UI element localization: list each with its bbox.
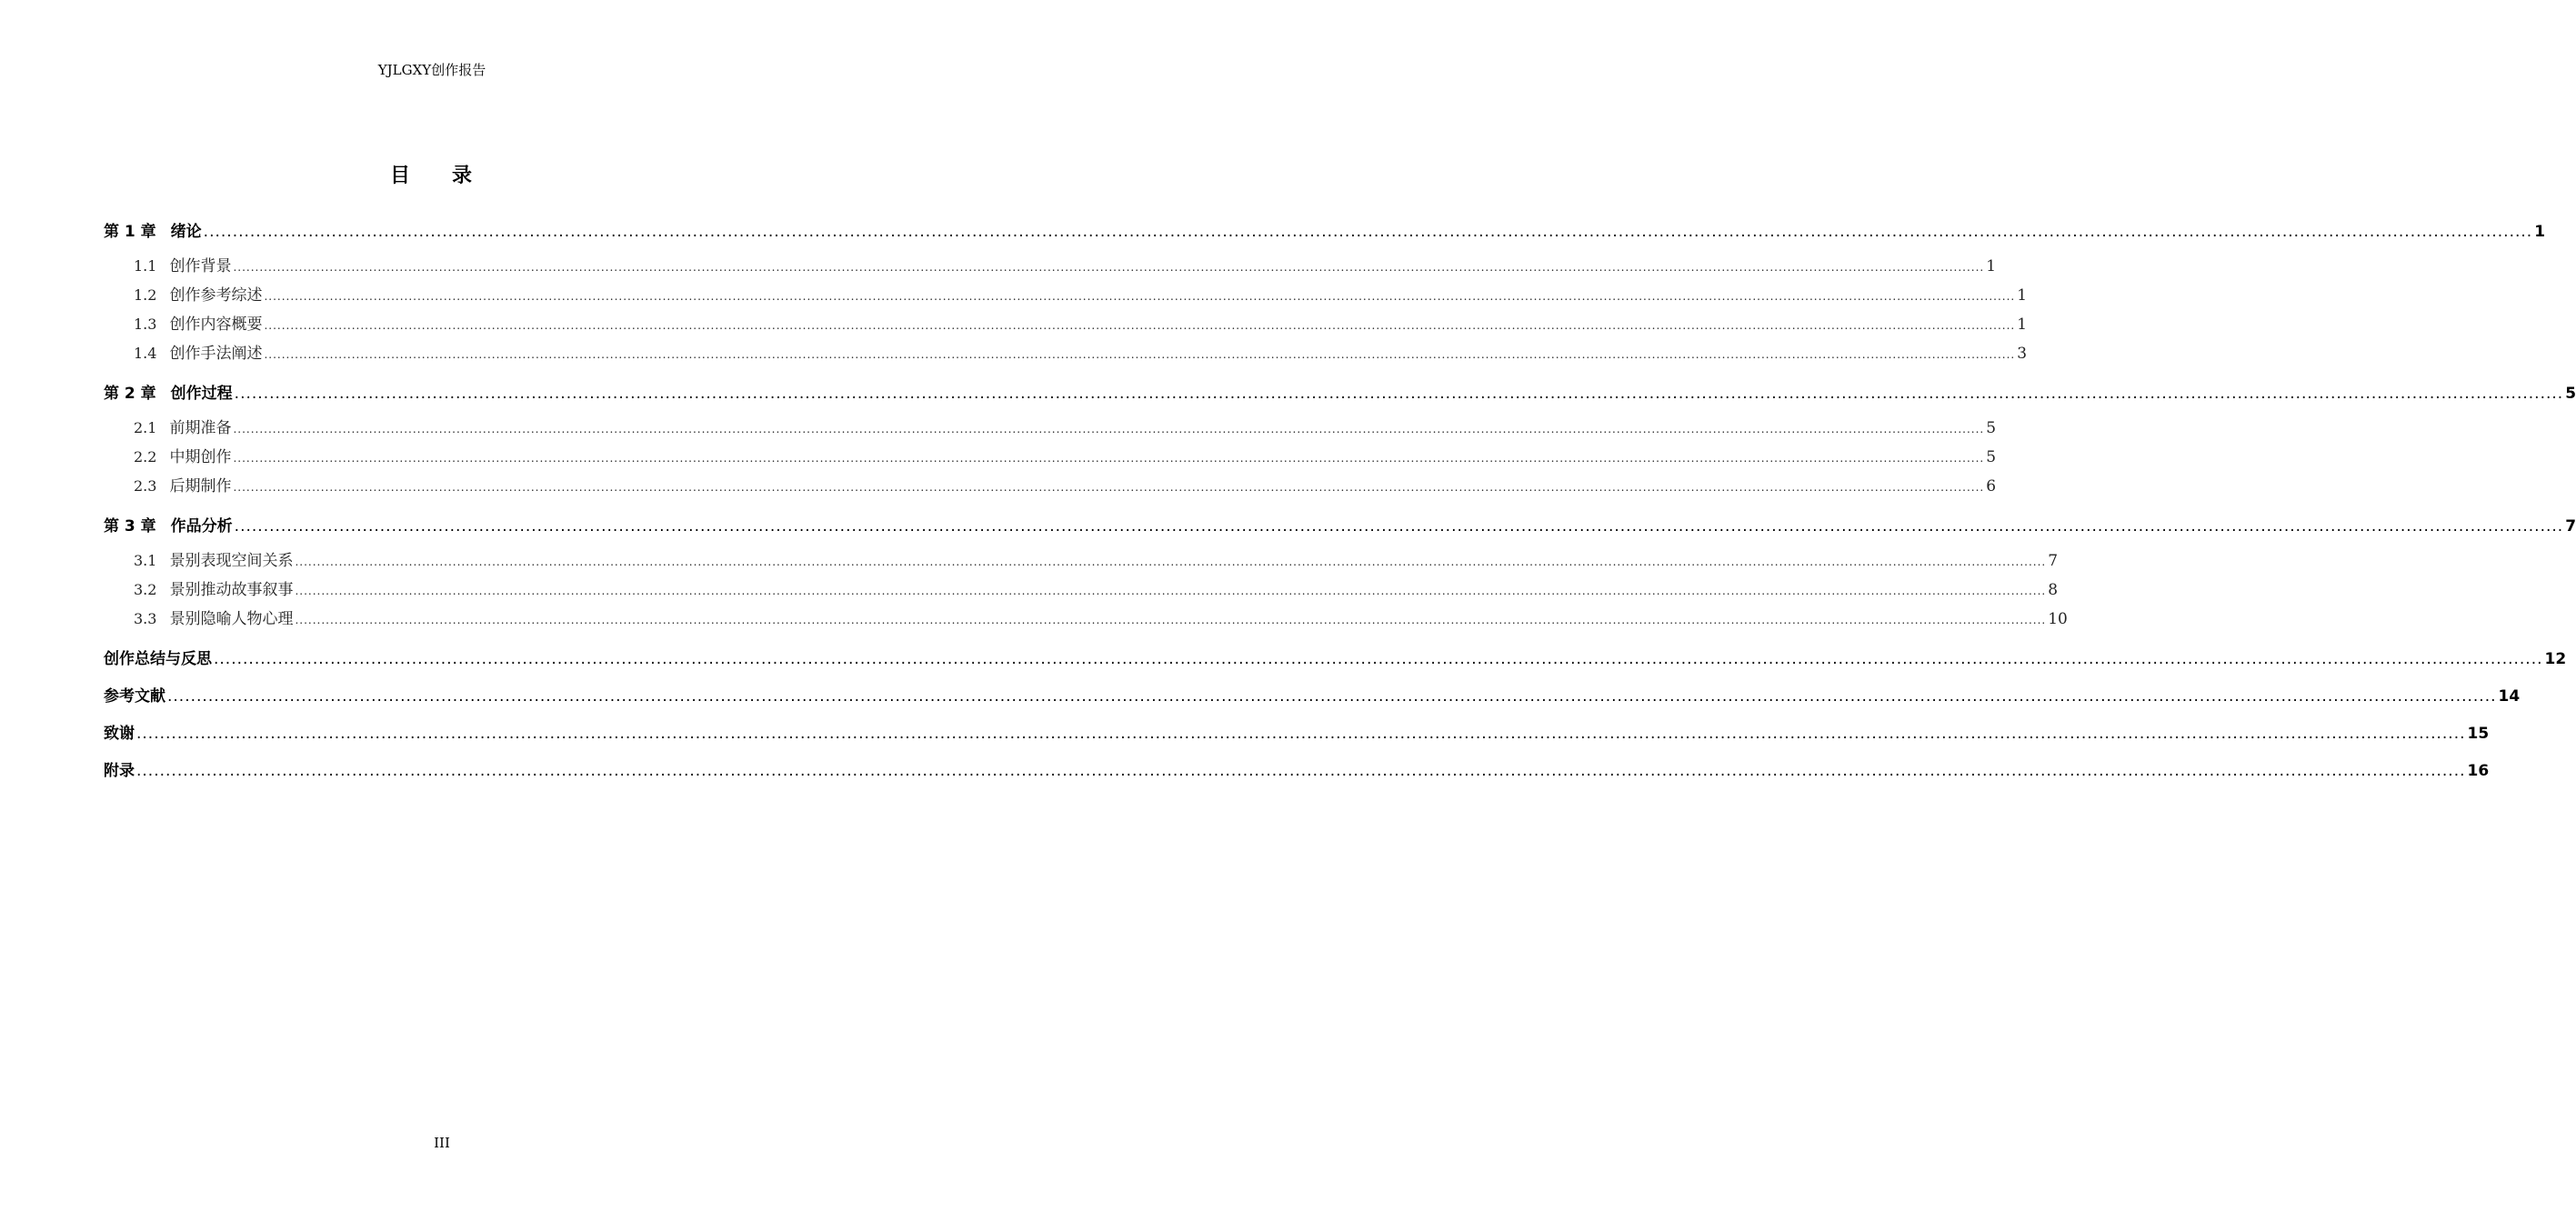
toc-entry-page: 1 <box>2534 223 2546 241</box>
toc-entry-label: 创作过程 <box>170 385 233 403</box>
toc-section-entry[interactable] <box>104 546 2059 576</box>
toc-entry-number: 1.3 <box>134 316 157 333</box>
toc-entry-label: 创作参考综述 <box>169 286 263 305</box>
toc-dot-leader: ................................................................................................................................................................................................................................................................................................................................................................................................................ <box>295 614 2047 626</box>
toc-entry-page: 1 <box>1986 257 1997 275</box>
toc-entry-label: 中期创作 <box>169 448 232 466</box>
page-number: III <box>434 1135 450 1151</box>
toc-dot-leader: ................................................................................................................................................................................................................................................................................................................................................................................................................ <box>295 556 2047 568</box>
toc-section-entry[interactable] <box>104 443 1997 472</box>
toc-entry-label: 绪论 <box>170 223 202 241</box>
toc-entry-number: 3.3 <box>134 610 157 627</box>
toc-entry-label: 附录 <box>104 762 135 780</box>
toc-entry-label: 后期制作 <box>169 477 232 496</box>
page-header: YJLGXY创作报告 <box>377 62 486 78</box>
toc-entry-page: 16 <box>2467 762 2490 780</box>
toc-entry-number: 1.2 <box>134 286 157 304</box>
toc-entry-label: 参考文献 <box>104 687 165 706</box>
toc-entry-number: 2.2 <box>134 448 157 466</box>
toc-entry-number: 3.2 <box>134 581 157 598</box>
toc-entry-label: 致谢 <box>104 725 135 743</box>
toc-entry-page: 1 <box>2017 316 2028 334</box>
toc-dot-leader: ................................................................................................................................................................................................................................................................................................................................................................................................................ <box>234 517 2564 536</box>
toc-entry-label: 创作内容概要 <box>169 316 263 334</box>
toc-entry-page: 3 <box>2017 345 2028 363</box>
toc-entry-label: 创作背景 <box>169 257 232 275</box>
toc-entry-number: 2.1 <box>134 419 157 436</box>
toc-chapter-entry[interactable] <box>104 716 2490 754</box>
toc-entry-label: 景别推动故事叙事 <box>169 581 294 599</box>
toc-title <box>0 160 864 188</box>
toc-dot-leader: ................................................................................................................................................................................................................................................................................................................................................................................................................ <box>233 261 1985 274</box>
toc-entry-page: 7 <box>2048 552 2059 570</box>
toc-entry-number: 第 1 章 <box>104 223 156 241</box>
toc-chapter-entry[interactable] <box>104 509 2576 546</box>
toc-entry-page: 10 <box>2048 610 2068 628</box>
toc-dot-leader: ................................................................................................................................................................................................................................................................................................................................................................................................................ <box>233 452 1985 465</box>
toc-section-entry[interactable] <box>104 472 1997 501</box>
toc-entry-label: 创作总结与反思 <box>104 650 212 668</box>
toc-dot-leader: ................................................................................................................................................................................................................................................................................................................................................................................................................ <box>214 650 2543 668</box>
toc-title-right: 录 <box>452 165 475 187</box>
toc-entry-label: 创作手法阐述 <box>169 345 263 363</box>
toc-entry-page: 5 <box>1986 419 1997 437</box>
toc-dot-leader: ................................................................................................................................................................................................................................................................................................................................................................................................................ <box>167 687 2497 706</box>
toc-section-entry[interactable] <box>104 414 1997 443</box>
toc-entry-number: 第 3 章 <box>104 517 156 536</box>
toc-dot-leader: ................................................................................................................................................................................................................................................................................................................................................................................................................ <box>264 290 2016 303</box>
toc-entry-number: 第 2 章 <box>104 385 156 403</box>
toc-dot-leader: ................................................................................................................................................................................................................................................................................................................................................................................................................ <box>203 223 2533 241</box>
toc-dot-leader: ................................................................................................................................................................................................................................................................................................................................................................................................................ <box>233 423 1985 436</box>
toc-chapter-entry[interactable] <box>104 376 2576 414</box>
toc-entry-page: 1 <box>2017 286 2028 305</box>
toc-chapter-entry[interactable] <box>104 679 2521 716</box>
toc-dot-leader: ................................................................................................................................................................................................................................................................................................................................................................................................................ <box>233 481 1985 494</box>
toc-entry-label: 景别隐喻人物心理 <box>169 610 294 628</box>
toc-entry-page: 12 <box>2544 650 2567 668</box>
toc-section-entry[interactable] <box>104 576 2059 605</box>
toc-entry-page: 5 <box>2565 385 2576 403</box>
toc-dot-leader: ................................................................................................................................................................................................................................................................................................................................................................................................................ <box>234 385 2564 403</box>
table-of-contents <box>104 215 2576 791</box>
toc-entry-page: 7 <box>2565 517 2576 536</box>
toc-entry-page: 8 <box>2048 581 2059 599</box>
toc-chapter-entry[interactable] <box>104 754 2490 791</box>
toc-entry-number: 3.1 <box>134 552 157 569</box>
toc-entry-page: 14 <box>2498 687 2521 706</box>
toc-section-entry[interactable] <box>104 605 2068 634</box>
toc-dot-leader: ................................................................................................................................................................................................................................................................................................................................................................................................................ <box>264 319 2016 332</box>
toc-entry-page: 15 <box>2467 725 2490 743</box>
toc-chapter-entry[interactable] <box>104 215 2546 252</box>
toc-chapter-entry[interactable] <box>104 642 2567 679</box>
toc-section-entry[interactable] <box>104 339 2028 368</box>
toc-dot-leader: ................................................................................................................................................................................................................................................................................................................................................................................................................ <box>264 348 2016 361</box>
toc-dot-leader: ................................................................................................................................................................................................................................................................................................................................................................................................................ <box>136 725 2466 743</box>
toc-dot-leader: ................................................................................................................................................................................................................................................................................................................................................................................................................ <box>136 762 2466 780</box>
toc-dot-leader: ................................................................................................................................................................................................................................................................................................................................................................................................................ <box>295 585 2047 597</box>
toc-entry-page: 6 <box>1986 477 1997 496</box>
toc-entry-label: 作品分析 <box>170 517 233 536</box>
toc-entry-page: 5 <box>1986 448 1997 466</box>
toc-entry-number: 1.1 <box>134 257 157 275</box>
toc-section-entry[interactable] <box>104 281 2028 310</box>
toc-section-entry[interactable] <box>104 252 1997 281</box>
toc-entry-number: 2.3 <box>134 477 157 495</box>
toc-entry-label: 景别表现空间关系 <box>169 552 294 570</box>
toc-section-entry[interactable] <box>104 310 2028 339</box>
toc-entry-number: 1.4 <box>134 345 157 362</box>
toc-entry-label: 前期准备 <box>169 419 232 437</box>
toc-title-left: 目 <box>389 165 412 187</box>
